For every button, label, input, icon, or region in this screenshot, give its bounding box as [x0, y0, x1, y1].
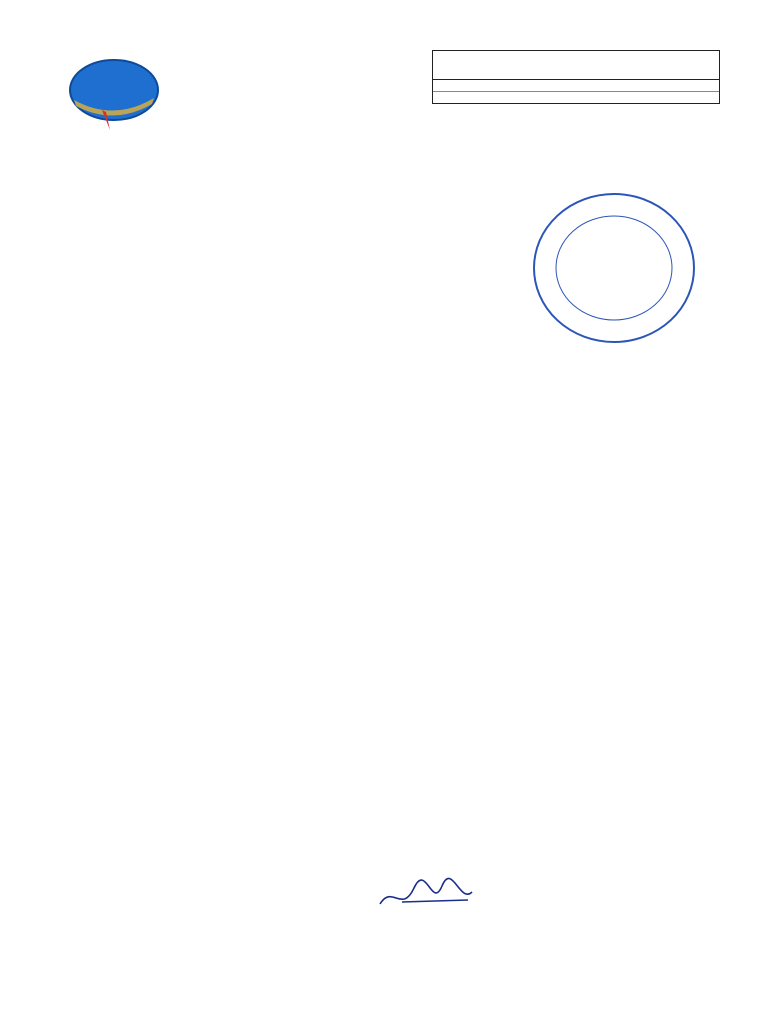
inspector-signature [372, 874, 492, 920]
asap-stamp [528, 188, 700, 348]
asap-logo [66, 52, 162, 132]
certificate-box [432, 50, 720, 104]
